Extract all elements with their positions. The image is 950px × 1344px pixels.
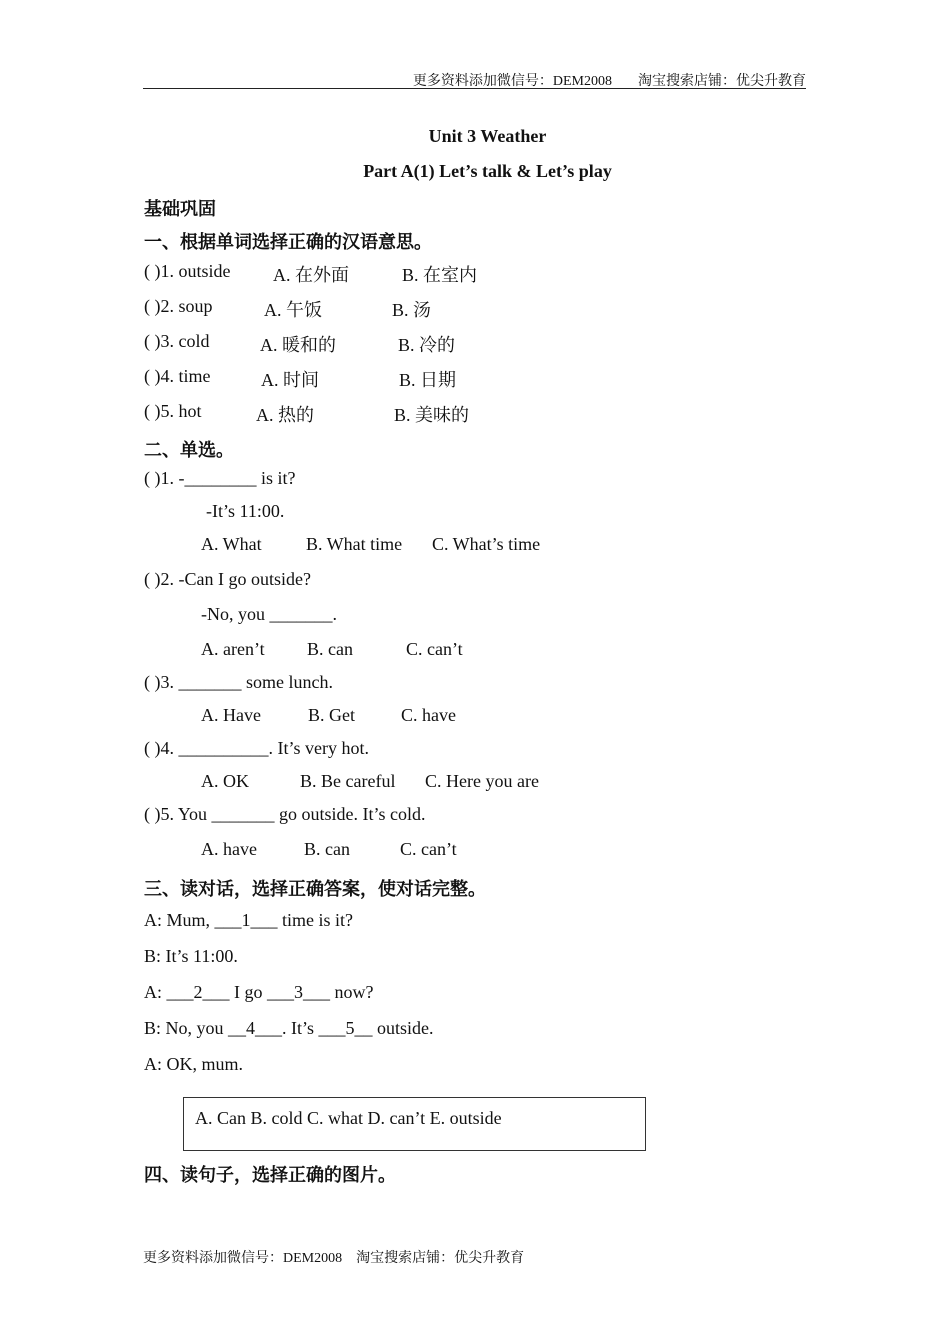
part-title: Part A(1) Let’s talk & Let’s play [363,161,612,181]
s2-q4-a: A. OK [201,771,249,791]
s2-q3-c: C. have [401,705,456,725]
s2-q1-b: B. What time [306,534,403,554]
options-box [183,1097,646,1151]
footer-wechat: 更多资料添加微信号：DEM2008 [143,1251,343,1266]
s2-q5-a: A. have [201,839,257,859]
s1-q5-a: A. 热的 [256,405,314,425]
header-shop: 淘宝搜索店铺：优尖升教育 [638,74,806,89]
s2-q5-c: C. can’t [400,839,457,859]
s2-q3-b: B. Get [308,705,355,725]
s1-q4: ( )4. time [144,366,211,386]
dialog-line-3: A: ___2___ I go ___3___ now? [144,982,374,1002]
s4-heading: 四、读句子，选择正确的图片。 [144,1165,396,1185]
s1-q3-b: B. 冷的 [398,335,456,355]
s2-q5: ( )5. You _______ go outside. It’s cold. [144,804,426,824]
s2-q1-a: A. What [201,534,262,554]
s2-q2-answer-line: -No, you _______. [201,604,337,624]
dialog-line-2: B: It’s 11:00. [144,946,238,966]
s2-q1-answer-line: -It’s 11:00. [206,501,285,521]
s3-heading: 三、读对话，选择正确答案，使对话完整。 [144,879,486,899]
s2-q4-b: B. Be careful [300,771,396,791]
s1-q1: ( )1. outside [144,261,231,281]
unit-title: Unit 3 Weather [428,126,547,146]
s1-q3: ( )3. cold [144,331,210,351]
s1-q1-a: A. 在外面 [273,265,349,285]
s1-q4-b: B. 日期 [399,370,457,390]
s1-q5: ( )5. hot [144,401,202,421]
header-wechat: 更多资料添加微信号：DEM2008 [412,74,612,89]
s1-heading: 一、根据单词选择正确的汉语意思。 [144,232,432,252]
s2-q2-a: A. aren’t [201,639,265,659]
s1-q2: ( )2. soup [144,296,213,316]
section-basic: 基础巩固 [144,199,216,219]
s2-q4: ( )4. __________. It’s very hot. [144,738,369,758]
s1-q3-a: A. 暖和的 [260,335,336,355]
page-header [143,70,806,89]
dialog-line-4: B: No, you __4___. It’s ___5__ outside. [144,1018,434,1038]
page-footer [143,1247,524,1267]
s1-q1-b: B. 在室内 [402,265,478,285]
s2-q2-c: C. can’t [406,639,463,659]
dialog-line-5: A: OK, mum. [144,1054,243,1074]
s2-q5-b: B. can [304,839,350,859]
s2-q3-a: A. Have [201,705,261,725]
s2-q2: ( )2. -Can I go outside? [144,569,311,589]
s2-q3: ( )3. _______ some lunch. [144,672,333,692]
s2-q1-c: C. What’s time [432,534,541,554]
s2-q2-b: B. can [307,639,353,659]
s2-heading: 二、单选。 [144,440,234,460]
s1-q2-b: B. 汤 [392,300,432,320]
footer-shop: 淘宝搜索店铺：优尖升教育 [356,1251,525,1266]
s2-q1: ( )1. -________ is it? [144,468,296,488]
s2-q4-c: C. Here you are [425,771,539,791]
s1-q4-a: A. 时间 [261,370,319,390]
dialog-line-1: A: Mum, ___1___ time is it? [144,910,353,930]
s1-q5-b: B. 美味的 [394,405,470,425]
options-box-text: A. Can B. cold C. what D. can’t E. outside [195,1108,502,1128]
s1-q2-a: A. 午饭 [264,300,322,320]
